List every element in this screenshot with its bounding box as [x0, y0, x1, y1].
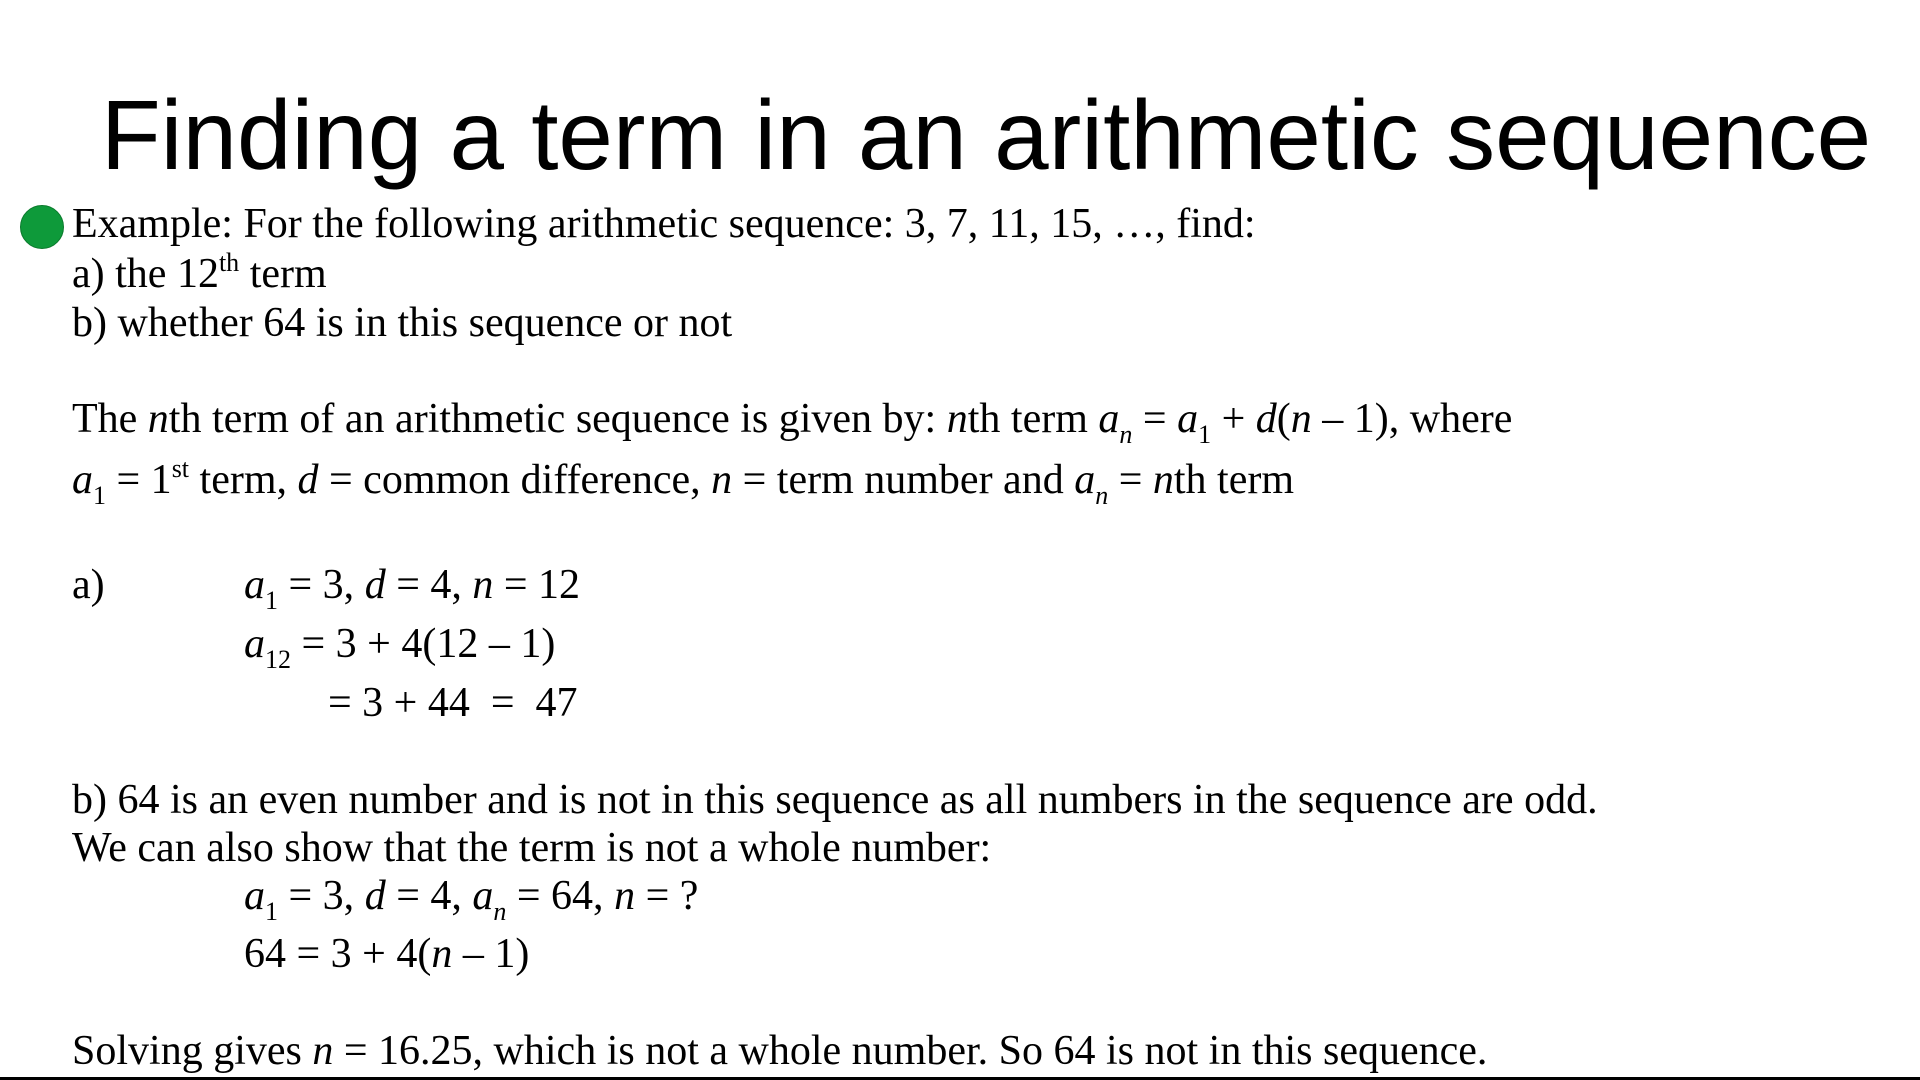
formula-var-d: d [1255, 396, 1277, 442]
solution-text: = 3 + 4(12 – 1) [291, 621, 556, 667]
formula-var-n: n [946, 396, 968, 442]
solution-text: = 3, [278, 873, 365, 919]
solution-b-step-2 [244, 929, 529, 979]
solution-text: = 16.25, which is not a whole number. So 64 is not in this sequence. [333, 1028, 1488, 1074]
formula-text: = common difference, [318, 457, 712, 503]
solution-text: = 12 [493, 562, 581, 608]
formula-var-a: a [72, 457, 93, 503]
solution-sub: 1 [265, 585, 278, 615]
formula-var-a: a [1177, 396, 1199, 442]
solution-var-n: n [431, 931, 453, 977]
solution-var-n: n [614, 873, 636, 919]
formula-text: = [1132, 396, 1178, 442]
solution-b-conclusion [72, 1026, 1487, 1076]
bullet-dot-icon [20, 205, 64, 249]
formula-sub-1: 1 [93, 480, 106, 510]
formula-text: th term [967, 396, 1099, 442]
formula-sub-n: n [1095, 480, 1109, 510]
part-a-suffix: term [239, 251, 327, 297]
example-part-a [72, 249, 327, 299]
solution-b-line-1: b) 64 is an even number and is not in this sequence as all numbers in the sequence are odd. [72, 777, 1598, 823]
solution-text: = 64, [506, 873, 615, 919]
formula-text: ( [1276, 396, 1291, 442]
formula-var-n: n [147, 396, 169, 442]
formula-text: = term number and [732, 457, 1075, 503]
solution-b-line-2: We can also show that the term is not a whole number: [72, 825, 992, 871]
formula-text: = [1108, 457, 1153, 503]
formula-sub-1: 1 [1198, 419, 1212, 449]
formula-sub-n: n [1119, 419, 1133, 449]
solution-var-n: n [312, 1028, 334, 1074]
formula-text: – 1), where [1311, 396, 1513, 442]
solution-sub-n: n [493, 896, 507, 926]
solution-text: 64 = 3 + 4( [244, 931, 432, 977]
formula-var-n: n [1290, 396, 1312, 442]
solution-text: – 1) [452, 931, 530, 977]
formula-var-n: n [1152, 457, 1174, 503]
solution-var-n: n [472, 562, 494, 608]
formula-sup-st: st [171, 453, 190, 483]
solution-a-step-3: = 3 + 44 = 47 [328, 680, 578, 726]
formula-text: th term of an arithmetic sequence is given by: [168, 396, 947, 442]
solution-text: = 4, [385, 562, 473, 608]
formula-var-d: d [297, 457, 319, 503]
solution-b-step-1 [244, 871, 699, 926]
solution-a-label: a) [72, 562, 105, 608]
formula-text: + [1211, 396, 1256, 442]
solution-sub: 12 [265, 644, 291, 674]
formula-text: The [72, 396, 148, 442]
formula-text: = 1 [106, 457, 172, 503]
formula-var-a: a [1074, 457, 1096, 503]
formula-var-n: n [711, 457, 733, 503]
solution-text: Solving gives [72, 1028, 313, 1074]
solution-a-step-1 [244, 560, 581, 615]
part-a-prefix: a) the 12 [72, 251, 219, 297]
example-part-b: b) whether 64 is in this sequence or not [72, 300, 733, 346]
solution-var-a: a [244, 562, 265, 608]
example-intro: Example: For the following arithmetic sequence: 3, 7, 11, 15, …, find: [72, 201, 1256, 247]
solution-a-step-2 [244, 619, 556, 674]
solution-var-a: a [472, 873, 494, 919]
formula-line-2 [72, 453, 1295, 510]
solution-text: = 4, [385, 873, 473, 919]
formula-line-1 [72, 394, 1513, 449]
formula-text: term, [189, 457, 298, 503]
solution-var-a: a [244, 621, 265, 667]
solution-text: = 3, [278, 562, 365, 608]
formula-var-a: a [1098, 396, 1120, 442]
solution-sub: 1 [265, 896, 278, 926]
solution-var-d: d [364, 562, 386, 608]
slide-title: Finding a term in an arithmetic sequence [100, 80, 1872, 190]
solution-var-d: d [364, 873, 386, 919]
part-a-sup: th [218, 247, 240, 277]
formula-text: th term [1173, 457, 1295, 503]
solution-var-a: a [244, 873, 265, 919]
solution-text: = ? [635, 873, 699, 919]
